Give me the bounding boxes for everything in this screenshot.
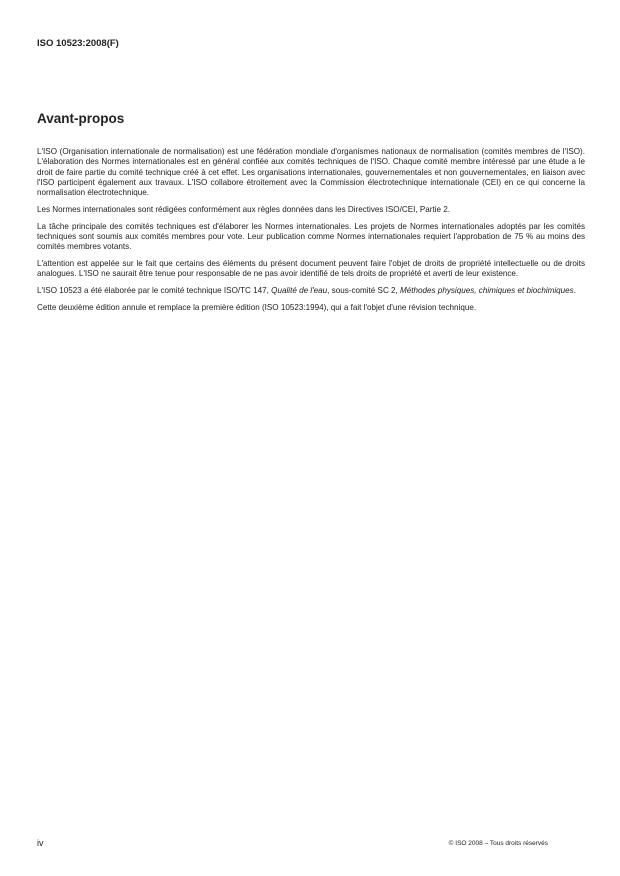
- page-title: Avant-propos: [37, 111, 125, 126]
- page-number: iv: [37, 838, 44, 848]
- paragraph: [37, 286, 585, 296]
- text: .: [573, 286, 576, 296]
- paragraph: L'attention est appelée sur le fait que certains des éléments du présent document peuvent faire l'objet de droits de propriété intellectuelle ou de droits analogues. L'ISO ne saurait être tenue pour responsable de ne pas avoir identifié de tels droits de propriété et averti de leur existence.: [37, 259, 585, 279]
- paragraph: Cette deuxième édition annule et remplace la première édition (ISO 10523:1994), qui a fait l'objet d'une révision technique.: [37, 303, 477, 313]
- document-id: ISO 10523:2008(F): [37, 38, 119, 49]
- italic-title: Qualité de l'eau: [271, 286, 328, 296]
- text: L'ISO 10523 a été élaborée par le comité technique ISO/TC 147,: [37, 286, 272, 296]
- italic-title: Méthodes physiques, chimiques et biochimiques: [400, 286, 574, 296]
- paragraph: Les Normes internationales sont rédigées conformément aux règles données dans les Directives ISO/CEI, Partie 2.: [37, 204, 450, 214]
- copyright: © ISO 2008 – Tous droits réservés: [448, 840, 548, 847]
- text: , sous-comité SC 2,: [327, 286, 401, 296]
- foreword-body: [37, 147, 585, 320]
- paragraph: L'ISO (Organisation internationale de normalisation) est une fédération mondiale d'organismes nationaux de normalisation (comités membres de l'ISO). L'élaboration des Normes internationales est en général confiée aux comités techniques de l'ISO. Chaque comité membre intéressé par une étude a le droit de faire partie du comité technique créé à cet effet. Les organisations internationales, gouvernementales et non gouvernementales, en liaison avec l'ISO participent également aux travaux. L'ISO collabore étroitement avec la Commission électrotechnique internationale (CEI) en ce qui concerne la normalisation électrotechnique.: [37, 147, 585, 198]
- paragraph: La tâche principale des comités techniques est d'élaborer les Normes internationales. Les projets de Normes internationales adoptés par les comités techniques sont soumis aux comités membres pour vote. Leur publication comme Normes internationales requiert l'approbation de 75 % au moins des comités membres votants.: [37, 221, 585, 252]
